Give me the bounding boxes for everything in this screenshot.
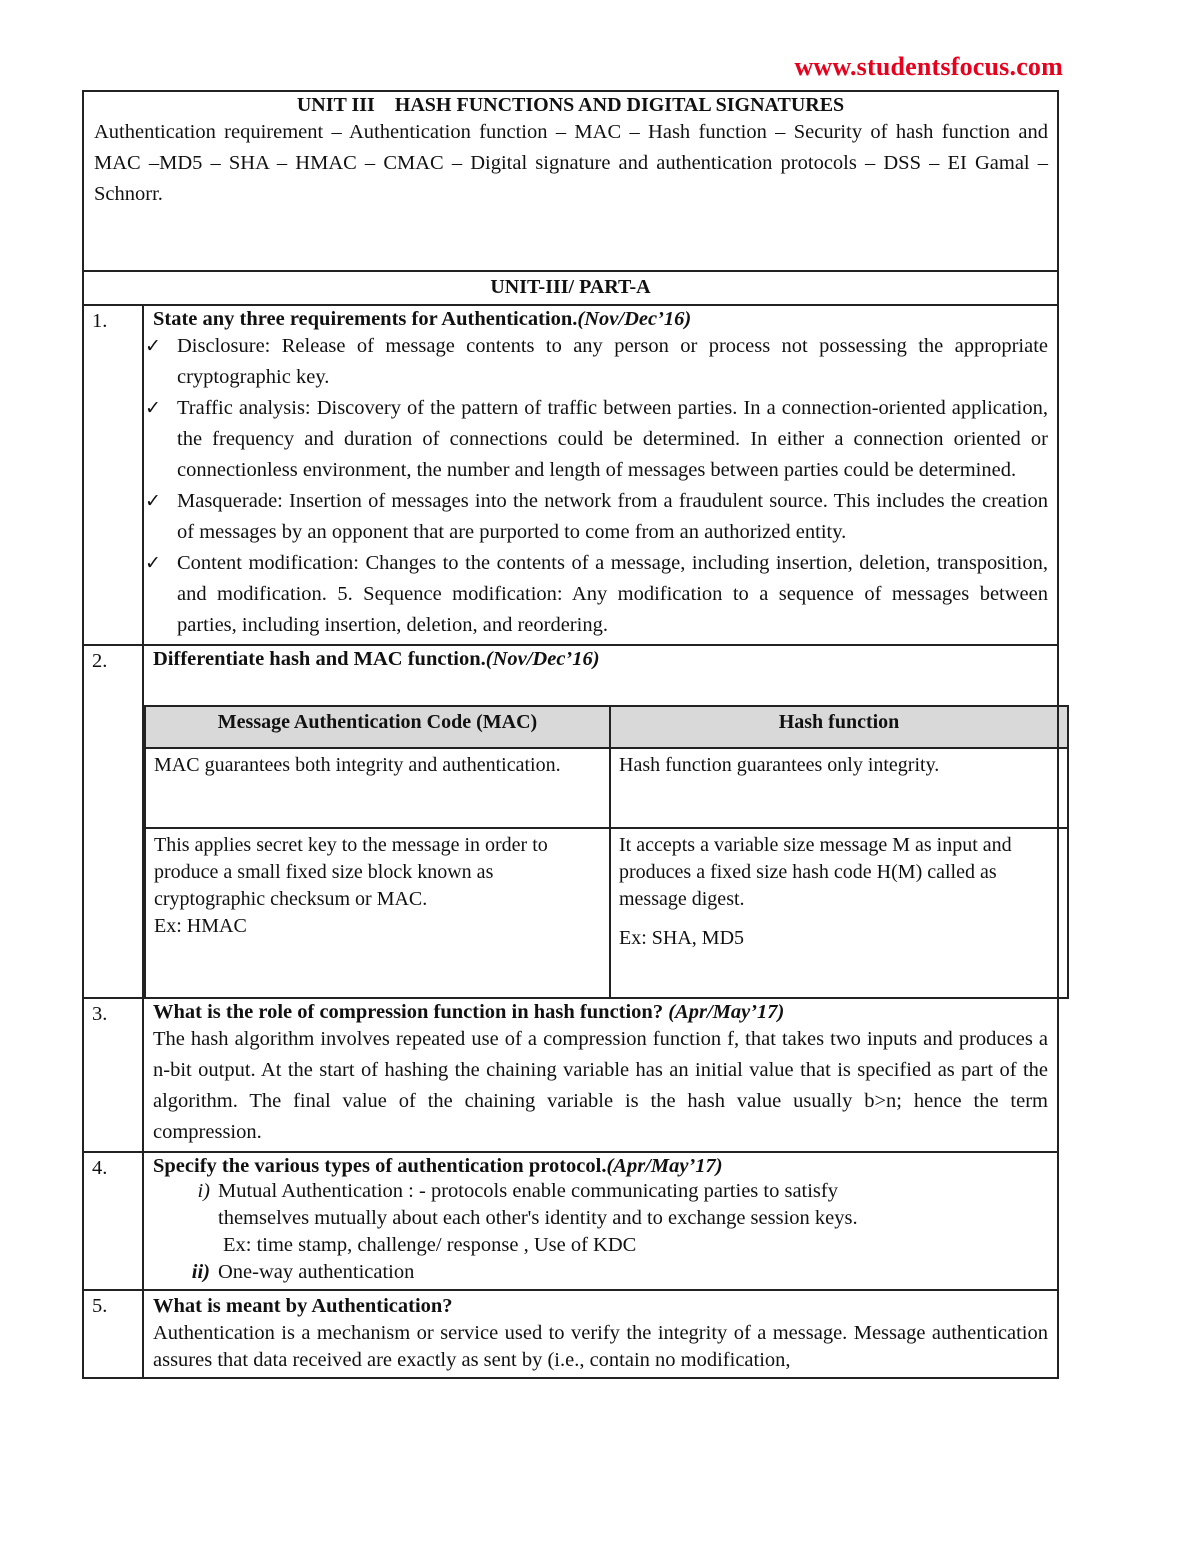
question-row [83, 998, 1058, 1152]
check-icon: ✓ [145, 336, 161, 357]
table-cell: It accepts a variable size message M as input and produces a fixed size hash code H(M) called as message digest. Ex: SHA, MD5 [610, 828, 1068, 998]
list-item: ✓ Content modification: Changes to the contents of a message, including insertion, deletion, transposition, and modification. 5. Sequence modification: Any modification to a sequence of messages between parties, including insertion, deletion, and reordering. [153, 548, 1048, 641]
exam-tag: (Apr/May’17) [606, 1155, 723, 1177]
example-text: Ex: time stamp, challenge/ response , Use of KDC [223, 1234, 637, 1256]
question-number: 2. [83, 645, 143, 998]
comparison-table [144, 705, 1069, 999]
table-cell: This applies secret key to the message in order to produce a small fixed size block known as cryptographic checksum or MAC. Ex: HMAC [145, 828, 610, 998]
exam-tag: (Apr/May’17) [668, 1001, 785, 1023]
question-cell [143, 1152, 1058, 1290]
question-text: What is the role of compression function in hash function? (Apr/May’17) [153, 1001, 785, 1023]
question-row [83, 645, 1058, 998]
check-icon: ✓ [145, 398, 161, 419]
roman-marker: ii) [191, 1261, 210, 1283]
unit-title: UNIT III HASH FUNCTIONS AND DIGITAL SIGNATURES [296, 94, 845, 116]
question-number: 3. [83, 998, 143, 1152]
question-bank-page [82, 90, 1059, 1379]
protocol-types-list [153, 1178, 1048, 1286]
question-text: State any three requirements for Authentication.(Nov/Dec’16) [153, 308, 692, 330]
list-item: ii) One-way authentication [177, 1259, 1048, 1286]
unit-header-box [82, 90, 1059, 270]
answer-text: Authentication is a mechanism or service used to verify the integrity of a message. Message authentication assures that data received are exactly as sent by (i.e., contain no modification, [153, 1322, 1048, 1371]
site-url-link[interactable]: www.studentsfocus.com [794, 52, 1063, 81]
questions-table [82, 304, 1059, 1379]
column-header-hash: Hash function [610, 706, 1068, 748]
question-row [83, 1290, 1058, 1378]
check-icon: ✓ [145, 553, 161, 574]
example-text: Ex: HMAC [154, 915, 247, 937]
unit-syllabus: Authentication requirement – Authentication function – MAC – Hash function – Security of hash function and MAC –MD5 – SHA – HMAC – CMAC – Digital signature and authentication protocols – DSS – EI Gamal – Schnorr. [94, 121, 1048, 205]
list-item: i) Mutual Authentication : - protocols enable communicating parties to satisfy [177, 1178, 1048, 1205]
question-text: Specify the various types of authentication protocol.(Apr/May’17) [153, 1155, 723, 1177]
exam-tag: (Nov/Dec’16) [577, 308, 692, 330]
part-heading: UNIT-III/ PART-A [82, 270, 1059, 304]
question-row [83, 305, 1058, 645]
check-icon: ✓ [145, 491, 161, 512]
question-number: 4. [83, 1152, 143, 1290]
example-text: Ex: SHA, MD5 [619, 927, 745, 949]
requirements-list [145, 331, 1048, 641]
question-row [83, 1152, 1058, 1290]
exam-tag: (Nov/Dec’16) [485, 648, 600, 670]
table-cell: MAC guarantees both integrity and authentication. [145, 748, 610, 828]
question-number: 1. [83, 305, 143, 645]
roman-marker: i) [197, 1180, 210, 1202]
question-text: Differentiate hash and MAC function.(Nov/Dec’16) [153, 648, 600, 670]
question-cell [143, 645, 1058, 998]
question-cell [143, 305, 1058, 645]
question-cell [143, 998, 1058, 1152]
question-cell [143, 1290, 1058, 1378]
list-item: ✓ Disclosure: Release of message contents to any person or process not possessing the appropriate cryptographic key. [153, 331, 1048, 393]
list-item: ✓ Traffic analysis: Discovery of the pattern of traffic between parties. In a connection-oriented application, the frequency and duration of connections could be determined. In either a connection oriented or connectionless environment, the number and length of messages between parties could be determined. [153, 393, 1048, 486]
list-item: ✓ Masquerade: Insertion of messages into the network from a fraudulent source. This includes the creation of messages by an opponent that are purported to come from an authorized entity. [153, 486, 1048, 548]
table-cell: Hash function guarantees only integrity. [610, 748, 1068, 828]
question-number: 5. [83, 1290, 143, 1378]
answer-text: The hash algorithm involves repeated use of a compression function f, that takes two inputs and produces a n-bit output. At the start of hashing the chaining variable has an initial value that is specified as part of the algorithm. The final value of the chaining variable is the hash value usually b>n; hence the term compression. [153, 1028, 1048, 1143]
list-item-continuation: themselves mutually about each other's identity and to exchange session keys. [218, 1207, 858, 1229]
question-text: What is meant by Authentication? [153, 1295, 453, 1317]
column-header-mac: Message Authentication Code (MAC) [145, 706, 610, 748]
